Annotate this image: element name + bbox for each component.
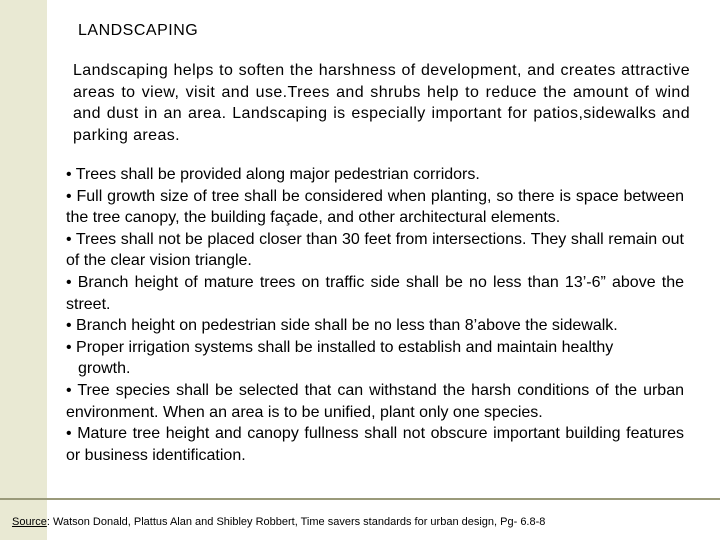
list-item: • Tree species shall be selected that can withstand the harsh conditions of the urban environment. When an area is to be unified, plant only one species. <box>66 381 684 421</box>
list-item: • Branch height on pedestrian side shall be no less than 8’above the sidewalk. <box>66 317 618 335</box>
source-label: Source <box>12 516 47 528</box>
list-item: • Trees shall be provided along major pedestrian corridors. <box>66 166 480 183</box>
left-decorative-bar <box>0 0 47 540</box>
source-text: : Watson Donald, Plattus Alan and Shibley Robbert, Time savers standards for urban design, Pg- 6.8-8 <box>46 516 546 528</box>
list-item-continuation <box>66 358 684 380</box>
list-item: • Full growth size of tree shall be considered when planting, so there is space between the tree canopy, the building façade, and other architectural elements. <box>66 187 684 227</box>
source-citation <box>12 516 545 528</box>
intro-paragraph: Landscaping helps to soften the harshness of development, and creates attractive areas to view, visit and use.Trees and shrubs help to reduce the amount of wind and dust in an area. Landscaping is especially important for patios,sidewalks and parking areas. <box>73 62 690 144</box>
list-item: • Branch height of mature trees on traffic side shall be no less than 13’-6” above the street. <box>66 273 684 313</box>
guideline-list <box>66 164 684 466</box>
list-item: • Trees shall not be placed closer than 30 feet from intersections. They shall remain out of the clear vision triangle. <box>66 230 684 270</box>
list-item: • Proper irrigation systems shall be installed to establish and maintain healthy <box>66 338 614 356</box>
bottom-divider <box>0 498 720 500</box>
slide-title: LANDSCAPING <box>78 22 199 39</box>
list-item: • Mature tree height and canopy fullness shall not obscure important building features or business identification. <box>66 425 684 464</box>
continuation-text: growth. <box>78 360 131 378</box>
